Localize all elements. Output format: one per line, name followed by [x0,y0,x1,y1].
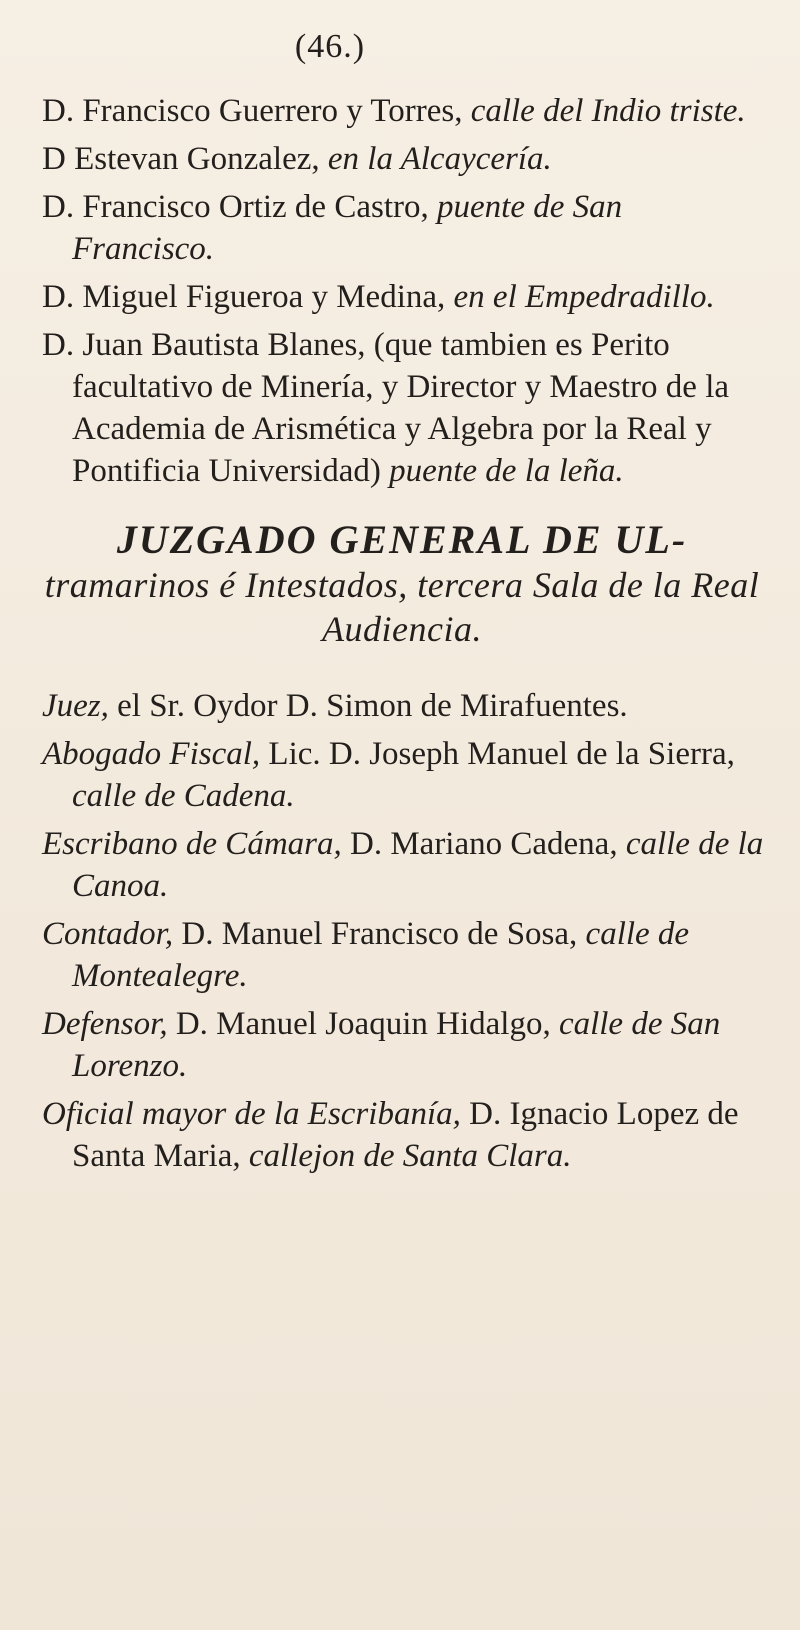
entry-role: Defensor, [42,1006,168,1042]
list-item [42,90,772,132]
entry-name: el Sr. Oydor D. Simon de Mirafuentes. [117,688,628,724]
entry-address: puente de San Francisco. [72,189,623,267]
entry-address: callejon de Santa Clara. [248,1138,572,1174]
list-item [42,276,772,318]
list-item [42,823,772,907]
entry-role: Oficial mayor de la Escribanía, [42,1096,461,1132]
entry-role: Abogado Fiscal, [42,736,261,772]
list-item [42,138,772,180]
section-title-line1: JUZGADO GENERAL DE UL- [116,517,688,562]
list-item [42,1003,772,1087]
list-item [42,685,772,727]
entry-role: Juez, [42,688,109,724]
entries-after-list [42,685,772,1177]
section-heading [42,518,762,651]
entry-name: D. Manuel Joaquin Hidalgo, [175,1006,551,1042]
entry-address: en el Empedradillo. [453,279,715,315]
entry-address: calle de Montealegre. [72,916,690,994]
entry-address: puente de la leña. [389,453,624,489]
section-title-rest: tramarinos é Intestados, tercera Sala de la Real Audiencia. [44,565,760,649]
list-item [42,733,772,817]
entry-address: calle del Indio triste. [470,93,746,129]
entry-role: Escribano de Cámara, [42,826,342,862]
list-item [42,1093,772,1177]
entry-address: calle de la Canoa. [72,826,764,904]
entry-name: D Estevan Gonzalez, [42,141,320,177]
list-item [42,324,772,492]
entries-before-list [42,90,772,492]
entry-name: D. Mariano Cadena, [350,826,618,862]
list-item [42,186,772,270]
entry-address: calle de San Lorenzo. [72,1006,721,1084]
entry-name: D. Juan Bautista Blanes, (que tambien es Perito facultativo de Minería, y Director y Maestro de la Academia de Arismética y Algebra por la Real y Pontificia Universidad) [42,327,730,489]
entry-name: D. Francisco Ortiz de Castro, [42,189,429,225]
entry-name: D. Miguel Figueroa y Medina, [42,279,446,315]
entry-name: D. Manuel Francisco de Sosa, [181,916,578,952]
entry-role: Contador, [42,916,174,952]
entry-name: D. Ignacio Lopez de Santa Maria, [72,1096,739,1174]
list-item [42,913,772,997]
page-number: (46.) [294,28,366,65]
entry-address: calle de Cadena. [72,778,295,814]
entry-address: en la Alcaycería. [327,141,552,177]
entry-name: D. Francisco Guerrero y Torres, [42,93,463,129]
entry-name: Lic. D. Joseph Manuel de la Sierra, [268,736,735,772]
